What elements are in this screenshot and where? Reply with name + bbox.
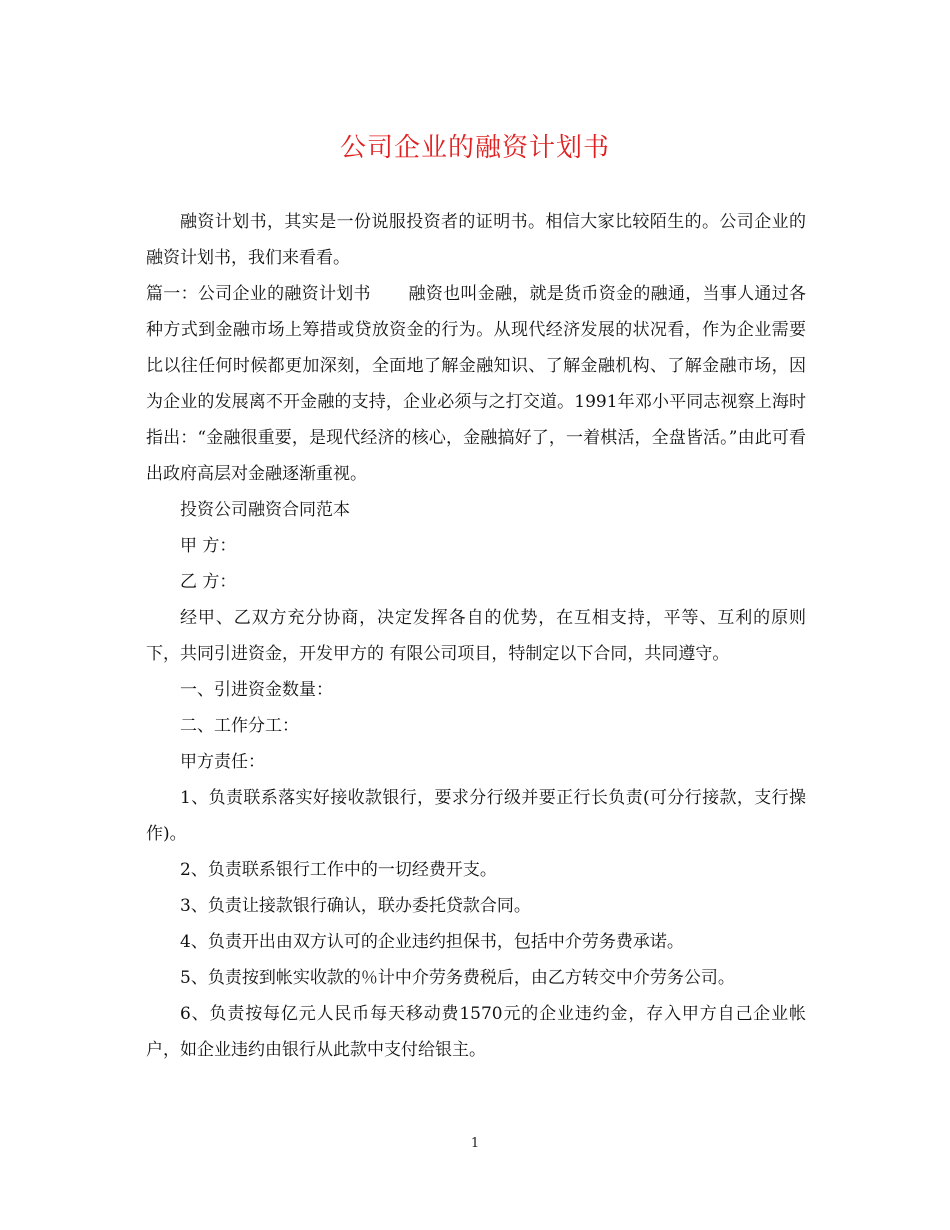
duty-item-1: 1、负责联系落实好接收款银行，要求分行级并要正行长负责(可分行接款，支行操作)。 xyxy=(146,788,806,844)
duty-item-2: 2、负责联系银行工作中的一切经费开支。 xyxy=(180,860,497,880)
section-paragraph-1 xyxy=(146,276,806,492)
party-a-line: 甲 方： xyxy=(180,536,237,556)
preamble-paragraph: 经甲、乙双方充分协商，决定发挥各自的优势，在互相支持，平等、互利的原则下，共同引进资金，开发甲方的 有限公司项目，特制定以下合同，共同遵守。 xyxy=(146,608,806,664)
duty-item-6: 6、负责按每亿元人民币每天移动费1570元的企业违约金，存入甲方自己企业帐户，如企业违约由银行从此款中支付给银主。 xyxy=(146,1004,806,1060)
section-body: 融资也叫金融，就是货币资金的融通，当事人通过各种方式到金融市场上筹措或贷放资金的行为。从现代经济发展的状况看，作为企业需要比以往任何时候都更加深刻，全面地了解金融知识、了解金融机构、了解金融市场，因为企业的发展离不开金融的支持，企业必须与之打交道。1991年邓小平同志视察上海时指出：“金融很重要，是现代经济的核心，金融搞好了，一着棋活，全盘皆活。”由此可看出政府高层对金融逐渐重视。 xyxy=(146,284,807,484)
document-title: 公司企业的融资计划书 xyxy=(339,133,610,163)
clause-2: 二、工作分工： xyxy=(180,716,299,736)
party-a-duty-heading: 甲方责任： xyxy=(180,752,265,772)
contract-title: 投资公司融资合同范本 xyxy=(180,500,350,520)
clause-1: 一、引进资金数量： xyxy=(180,680,333,700)
document-body xyxy=(146,204,806,1068)
duty-item-3: 3、负责让接款银行确认，联办委托贷款合同。 xyxy=(180,896,531,916)
duty-item-4: 4、负责开出由双方认可的企业违约担保书，包括中介劳务费承诺。 xyxy=(180,932,684,952)
party-b-line: 乙 方： xyxy=(180,572,237,592)
page-number: 1 xyxy=(470,1136,480,1151)
intro-paragraph: 融资计划书，其实是一份说服投资者的证明书。相信大家比较陌生的。公司企业的融资计划书，我们来看看。 xyxy=(146,212,806,268)
section-heading: 篇一：公司企业的融资计划书 xyxy=(146,284,371,304)
duty-item-5: 5、负责按到帐实收款的％计中介劳务费税后，由乙方转交中介劳务公司。 xyxy=(180,968,735,988)
